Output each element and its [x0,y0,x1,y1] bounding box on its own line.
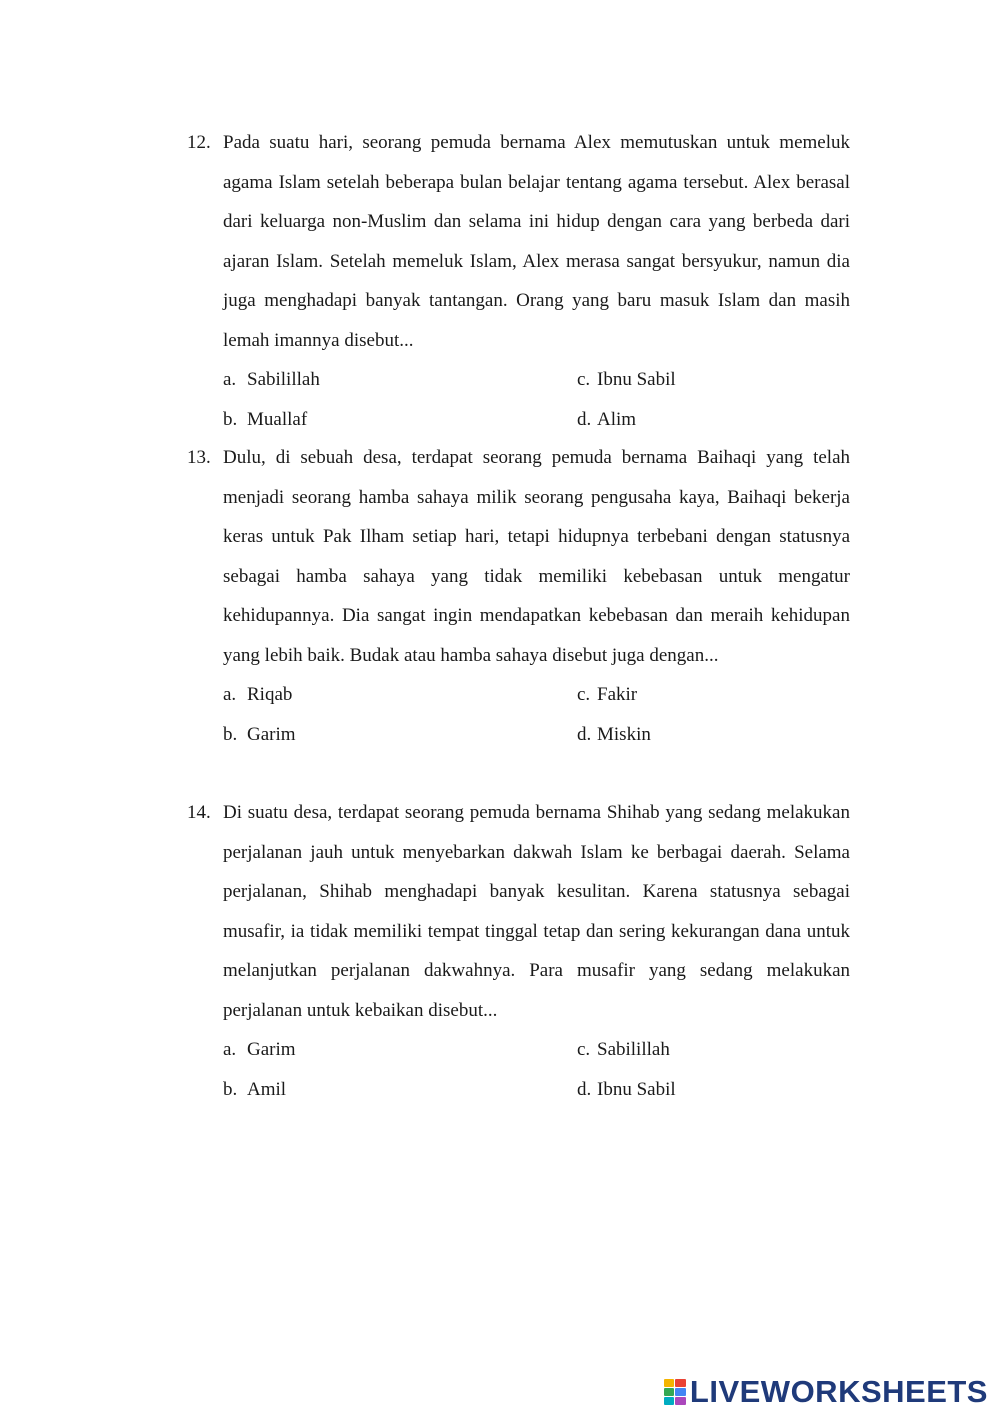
logo-tile [675,1397,686,1405]
option-text: Garim [247,723,296,745]
option-letter: b. [223,1078,238,1100]
logo-tile [664,1379,675,1387]
answer-options [223,675,850,754]
option-d[interactable] [577,400,850,440]
option-c[interactable] [577,360,850,400]
question-text: Di suatu desa, terdapat seorang pemuda bernama Shihab yang sedang melakukan perjalanan jauh untuk menyebarkan dakwah Islam ke berbagai daerah. Selama perjalanan, Shihab menghadapi banyak kesulitan. Karena statusnya sebagai musafir, ia tidak memiliki tempat tinggal tetap dan sering kekurangan dana untuk melanjutkan perjalanan dakwahnya. Para musafir yang sedang melakukan perjalanan untuk kebaikan disebut... [223,802,850,1021]
option-text: Fakir [597,684,638,705]
option-c[interactable] [577,675,850,715]
option-letter: d. [577,408,592,430]
liveworksheets-logo[interactable] [664,1372,988,1412]
option-text: Miskin [597,723,651,745]
answer-options [223,1030,850,1109]
option-text: Sabilillah [247,369,320,390]
option-b[interactable] [223,1070,577,1110]
option-letter: c. [577,684,591,705]
option-text: Alim [597,408,637,430]
option-letter: a. [223,1039,237,1060]
liveworksheets-brand-text: LIVEWORKSHEETS [689,1374,988,1409]
question-number: 13. [187,447,211,468]
logo-tile [675,1379,686,1387]
question-number: 14. [187,802,211,823]
logo-tile [664,1397,675,1405]
option-text: Garim [247,1039,296,1060]
option-a[interactable] [223,360,577,400]
option-letter: c. [577,369,591,390]
option-c[interactable] [577,1030,850,1070]
option-text: Ibnu Sabil [597,1078,676,1100]
question-number: 12. [187,132,211,153]
liveworksheets-mark-icon [664,1379,686,1405]
option-letter: c. [577,1039,591,1060]
option-text: Sabilillah [597,1039,670,1060]
option-a[interactable] [223,675,577,715]
option-text: Amil [247,1078,287,1100]
option-letter: a. [223,369,237,390]
question-14 [187,793,850,1109]
option-text: Muallaf [247,408,308,430]
option-letter: d. [577,723,592,745]
option-d[interactable] [577,715,850,755]
option-letter: b. [223,723,238,745]
option-b[interactable] [223,400,577,440]
logo-tile [675,1388,686,1396]
question-text: Dulu, di sebuah desa, terdapat seorang pemuda bernama Baihaqi yang telah menjadi seorang hamba sahaya milik seorang pengusaha kaya, Baihaqi bekerja keras untuk Pak Ilham setiap hari, tetapi hidupnya terbebani dengan statusnya sebagai hamba sahaya yang tidak memiliki kebebasan untuk mengatur kehidupannya. Dia sangat ingin mendapatkan kebebasan dan meraih kehidupan yang lebih baik. Budak atau hamba sahaya disebut juga dengan... [223,447,850,666]
question-12 [187,123,850,439]
option-text: Riqab [247,684,293,705]
option-letter: a. [223,684,237,705]
option-letter: d. [577,1078,592,1100]
option-d[interactable] [577,1070,850,1110]
answer-options [223,360,850,439]
logo-tile [664,1388,675,1396]
option-letter: b. [223,408,238,430]
option-text: Ibnu Sabil [597,369,676,390]
question-text: Pada suatu hari, seorang pemuda bernama Alex memutuskan untuk memeluk agama Islam setelah beberapa bulan belajar tentang agama tersebut. Alex berasal dari keluarga non-Muslim dan selama ini hidup dengan cara yang berbeda dari ajaran Islam. Setelah memeluk Islam, Alex merasa sangat bersyukur, namun dia juga menghadapi banyak tantangan. Orang yang baru masuk Islam dan masih lemah imannya disebut... [223,132,850,351]
option-b[interactable] [223,715,577,755]
option-a[interactable] [223,1030,577,1070]
question-13 [187,438,850,754]
